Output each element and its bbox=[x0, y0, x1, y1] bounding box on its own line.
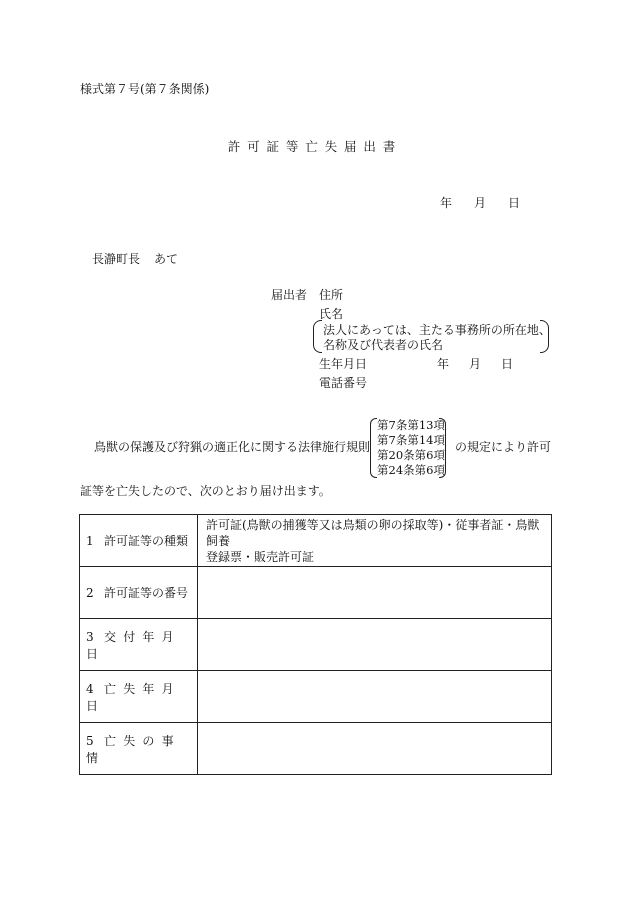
date-day: 日 bbox=[508, 196, 521, 210]
date-year: 年 bbox=[440, 196, 453, 210]
table-row bbox=[80, 515, 552, 567]
body-second-line: 証等を亡失したので、次のとおり届け出ます。 bbox=[80, 484, 331, 498]
corporate-note bbox=[313, 320, 549, 351]
row-value[interactable] bbox=[198, 671, 552, 723]
table-row bbox=[80, 723, 552, 775]
law-text: 鳥獣の保護及び狩猟の適正化に関する法律施行規則 bbox=[94, 440, 371, 454]
address-label: 住所 bbox=[319, 288, 344, 302]
table-row bbox=[80, 619, 552, 671]
birth-day: 日 bbox=[501, 357, 514, 371]
row-label: 2 許可証等の番号 bbox=[80, 567, 198, 619]
addressee-mayor: 長瀞町長 bbox=[92, 252, 141, 266]
items-table bbox=[79, 514, 552, 775]
corporate-note-line2: 名称及び代表者の氏名 bbox=[323, 338, 444, 352]
table-row bbox=[80, 567, 552, 619]
row-value[interactable]: 許可証(鳥獣の捕獲等又は鳥類の卵の採取等)・従事者証・鳥獣飼養 登録票・販売許可証 bbox=[198, 515, 552, 567]
article-item: 第20条第6項 bbox=[377, 448, 445, 462]
article-item: 第7条第14項 bbox=[377, 433, 445, 447]
right-paren bbox=[540, 320, 549, 353]
after-articles-text: の規定により許可 bbox=[455, 440, 552, 454]
row-label: 1 許可証等の種類 bbox=[80, 515, 198, 567]
article-item: 第24条第6項 bbox=[377, 463, 445, 477]
corporate-note-line1: 法人にあっては、主たる事務所の所在地、 bbox=[323, 323, 551, 337]
left-brace bbox=[370, 418, 377, 478]
row-value[interactable] bbox=[198, 567, 552, 619]
birth-date bbox=[437, 355, 513, 372]
birth-label: 生年月日 bbox=[319, 357, 368, 371]
addressee-suffix: あて bbox=[154, 252, 179, 266]
left-paren bbox=[313, 320, 322, 353]
form-number: 様式第７号(第７条関係) bbox=[80, 82, 210, 96]
row-label: 3 交付年月日 bbox=[80, 619, 198, 671]
phone-label: 電話番号 bbox=[319, 376, 368, 390]
notifier-label: 届出者 bbox=[271, 288, 308, 302]
table-row bbox=[80, 671, 552, 723]
birth-year: 年 bbox=[437, 357, 450, 371]
row-value[interactable] bbox=[198, 619, 552, 671]
name-label: 氏名 bbox=[319, 307, 344, 321]
addressee bbox=[92, 250, 178, 267]
row-value[interactable] bbox=[198, 723, 552, 775]
date-month: 月 bbox=[474, 196, 487, 210]
right-brace bbox=[439, 418, 446, 478]
article-list bbox=[370, 418, 446, 478]
document-title: 許可証等亡失届出書 bbox=[227, 139, 403, 154]
submission-date bbox=[440, 194, 520, 211]
row-label: 5 亡失の事情 bbox=[80, 723, 198, 775]
birth-month: 月 bbox=[469, 357, 482, 371]
row-label: 4 亡失年月日 bbox=[80, 671, 198, 723]
article-item: 第7条第13項 bbox=[377, 418, 445, 432]
